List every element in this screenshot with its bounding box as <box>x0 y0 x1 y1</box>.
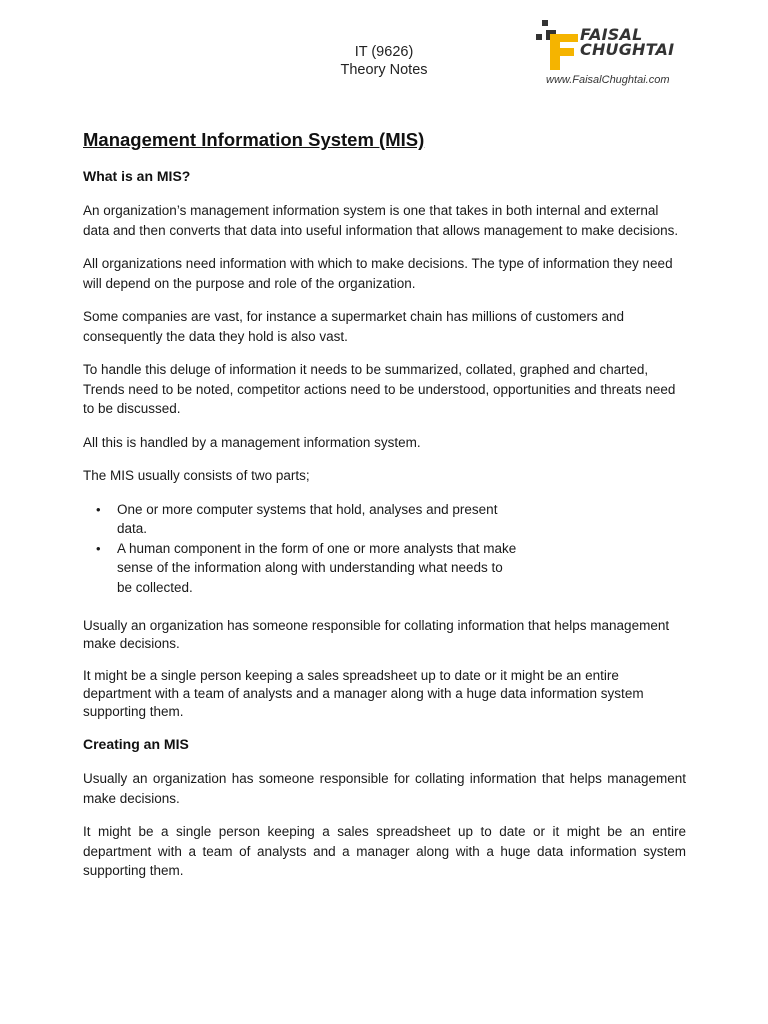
faisal-chughtai-logo <box>536 20 686 90</box>
mis-parts-list <box>83 500 517 598</box>
paragraph: All this is handled by a management information system. <box>83 434 421 450</box>
paragraph: The MIS usually consists of two parts; <box>83 468 310 483</box>
list-item: • One or more computer systems that hold, analyses and present data. <box>117 500 517 539</box>
document-title: Management Information System (MIS) <box>83 129 425 150</box>
paragraph: It might be a single person keeping a sales spreadsheet up to date or it might be an entire department with a team of analysts and a manager along with a huge data information system supporting them. <box>83 668 644 719</box>
section-heading-creating-mis: Creating an MIS <box>83 736 189 752</box>
list-item: • A human component in the form of one or more analysts that make sense of the information along with understanding what needs to be collected. <box>117 539 517 598</box>
section-heading-what-is-mis: What is an MIS? <box>83 168 191 184</box>
paragraph: It might be a single person keeping a sales spreadsheet up to date or it might be an entire department with a team of analysts and a manager along with a huge data information system supporting them. <box>83 824 686 878</box>
paragraph: An organization’s management information system is one that takes in both internal and external data and then converts that data into useful information that allows management to make decisions. <box>83 203 679 238</box>
notes-subtitle: Theory Notes <box>340 62 428 78</box>
paragraph: Usually an organization has someone responsible for collating information that helps management make decisions. <box>83 771 686 806</box>
paragraph: Some companies are vast, for instance a supermarket chain has millions of customers and consequently the data they hold is also vast. <box>83 309 625 344</box>
logo-line-1: FAISAL <box>580 25 643 44</box>
logo-line-2: CHUGHTAI <box>580 40 675 59</box>
logo-wordmark <box>580 27 674 57</box>
paragraph: To handle this deluge of information it needs to be summarized, collated, graphed and charted, Trends need to be noted, competitor actions need to be understood, opportunities and threats need to be discussed. <box>83 362 676 416</box>
logo-url: www.FaisalChughtai.com <box>546 74 670 86</box>
paragraph: Usually an organization has someone responsible for collating information that helps management make decisions. <box>83 618 670 651</box>
document-body <box>83 128 686 895</box>
course-code: IT (9626) <box>354 44 414 60</box>
page-header <box>284 43 484 79</box>
logo-mark-icon <box>536 20 580 72</box>
paragraph: All organizations need information with which to make decisions. The type of information they need will depend on the purpose and role of the organization. <box>83 256 673 291</box>
